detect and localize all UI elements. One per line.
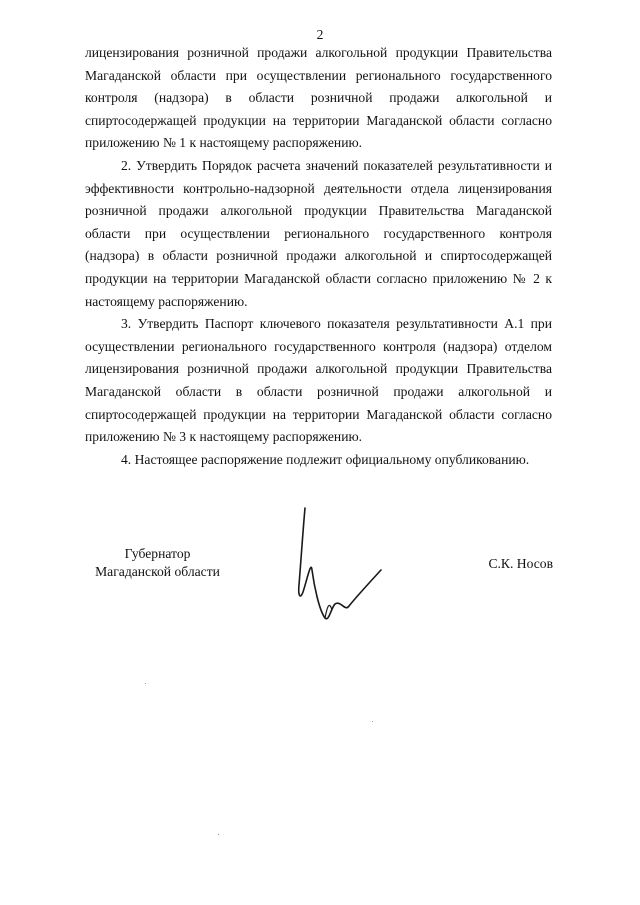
signatory-title-line1: Губернатор: [124, 546, 191, 561]
signatory-title-line2: Магаданской области: [95, 564, 220, 579]
document-body: [85, 42, 552, 471]
paragraph-3: 3. Утвердить Паспорт ключевого показателя результативности А.1 при осуществлении регионального государственного контроля (надзора) отделом лицензирования розничной продажи алкогольной продукции Правительства Магаданской области в области розничной продажи алкогольной и спиртосодержащей продукции на территории Магаданской области согласно приложению № 3 к настоящему распоряжению.: [85, 316, 552, 445]
paragraph-4: 4. Настоящее распоряжение подлежит официальному опубликованию.: [121, 451, 530, 467]
scan-speck: [372, 721, 373, 722]
scan-speck: [218, 834, 219, 835]
handwritten-signature: [285, 500, 395, 630]
paragraph-1-continuation: лицензирования розничной продажи алкогольной продукции Правительства Магаданской области при осуществлении регионального государственного контроля (надзора) в области розничной продажи алкогольной и спиртосодержащей продукции на территории Магаданской области согласно приложению № 1 к настоящему распоряжению.: [85, 45, 552, 151]
page-number: 2: [316, 27, 324, 42]
signatory-title: [85, 545, 230, 581]
paragraph-2: 2. Утвердить Порядок расчета значений показателей результативности и эффективности контрольно-надзорной деятельности отдела лицензирования розничной продажи алкогольной продукции Правительства Магаданской области при осуществлении регионального государственного контроля (надзора) в области розничной продажи алкогольной и спиртосодержащей продукции на территории Магаданской области согласно приложению № 2 к настоящему распоряжению.: [85, 157, 552, 309]
signatory-name: С.К. Носов: [488, 556, 553, 571]
scan-speck: [145, 683, 146, 684]
